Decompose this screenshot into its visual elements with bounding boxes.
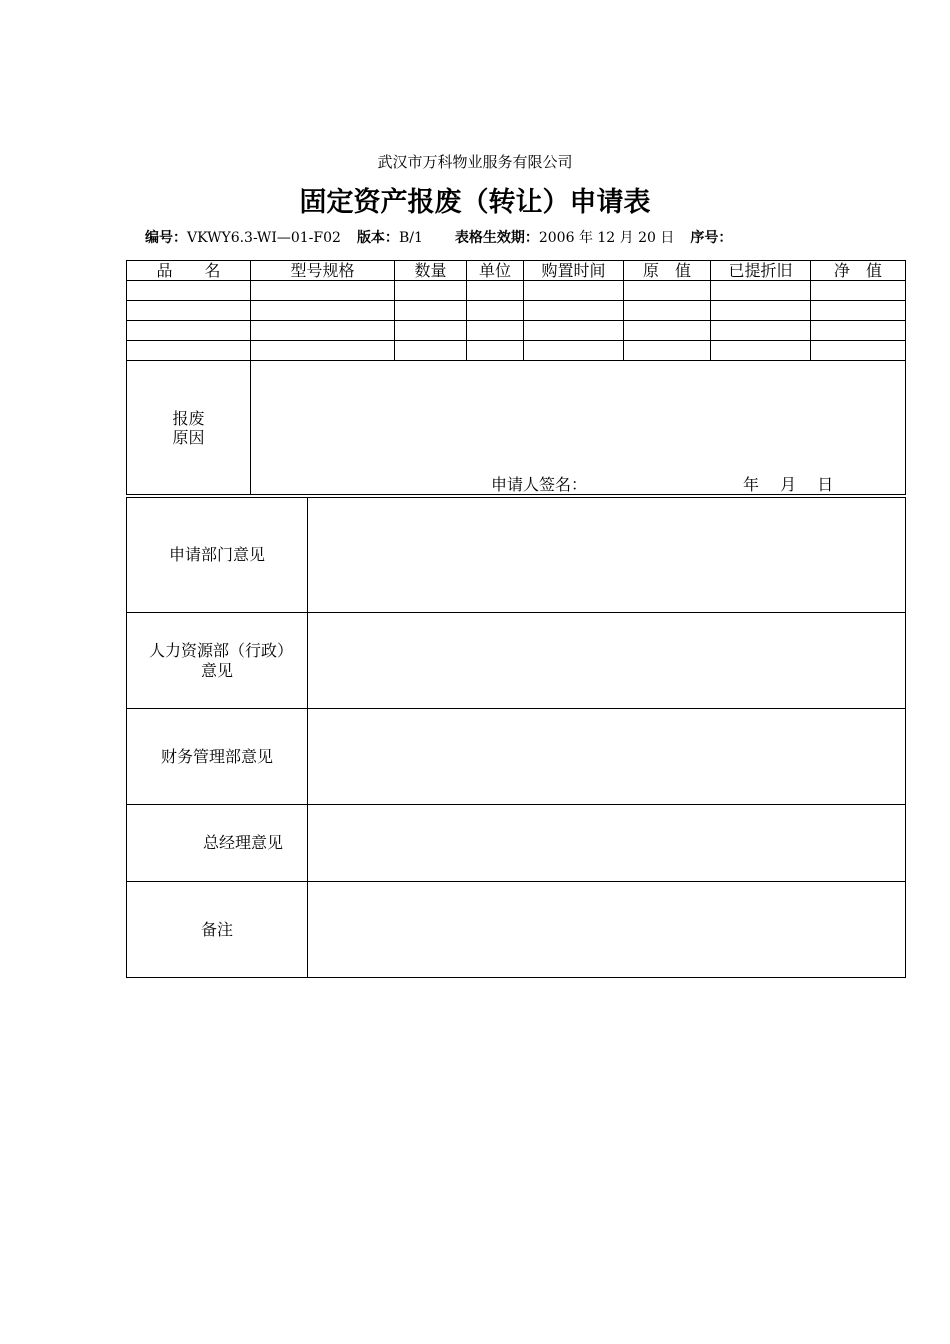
table-cell[interactable] [395,281,467,301]
table-cell[interactable] [467,341,524,361]
reason-field[interactable] [251,361,906,495]
reason-label-line2: 原因 [172,427,205,447]
column-header: 品 名 [127,261,251,281]
table-cell[interactable] [127,281,251,301]
column-header: 原 值 [624,261,711,281]
table-cell[interactable] [624,321,711,341]
opinion-label: 申请部门意见 [127,498,308,613]
opinion-field[interactable] [308,805,906,882]
opinion-label: 备注 [127,882,308,978]
table-cell[interactable] [251,321,395,341]
table-cell[interactable] [251,301,395,321]
opinion-field[interactable] [308,498,906,613]
reason-label-line1: 报废 [172,408,205,428]
column-header: 型号规格 [251,261,395,281]
form-meta [145,227,732,247]
serial-label: 序号： [690,230,733,246]
asset-items-table [126,260,906,495]
table-cell[interactable] [127,341,251,361]
column-header: 已提折旧 [711,261,811,281]
version-value: B/1 [398,230,423,246]
table-cell[interactable] [811,321,906,341]
table-cell[interactable] [711,341,811,361]
version-label: 版本： [356,230,399,246]
opinion-row [127,709,906,805]
applicant-signature-line [491,475,833,494]
opinion-row [127,882,906,978]
table-cell[interactable] [711,301,811,321]
opinion-label: 总经理意见 [127,805,308,882]
table-cell[interactable] [395,321,467,341]
opinion-row [127,498,906,613]
column-header: 单位 [467,261,524,281]
table-cell[interactable] [127,301,251,321]
reason-label [127,361,251,495]
table-row [127,301,906,321]
form-title: 固定资产报废（转让）申请表 [299,187,651,218]
table-cell[interactable] [524,341,624,361]
table-cell[interactable] [467,301,524,321]
table-cell[interactable] [127,321,251,341]
effective-date-label: 表格生效期： [454,230,539,246]
table-header-row [127,261,906,281]
applicant-sign-label: 申请人签名： [491,475,588,494]
table-cell[interactable] [251,281,395,301]
table-cell[interactable] [524,281,624,301]
table-row [127,341,906,361]
table-cell[interactable] [395,341,467,361]
table-row [127,321,906,341]
column-header: 数量 [395,261,467,281]
opinion-row [127,613,906,709]
opinion-field[interactable] [308,882,906,978]
column-header: 净 值 [811,261,906,281]
table-cell[interactable] [711,321,811,341]
table-cell[interactable] [395,301,467,321]
opinion-field[interactable] [308,613,906,709]
table-row [127,281,906,301]
code-label: 编号： [145,230,187,246]
table-cell[interactable] [467,281,524,301]
effective-date-value: 2006 年 12 月 20 日 [538,230,675,246]
opinion-label: 人力资源部（行政）意见 [127,613,308,709]
code-value: VKWY6.3-WI—01-F02 [187,230,341,246]
company-name: 武汉市万科物业服务有限公司 [377,153,573,171]
table-cell[interactable] [811,341,906,361]
table-cell[interactable] [711,281,811,301]
column-header: 购置时间 [524,261,624,281]
table-cell[interactable] [624,301,711,321]
reason-row [127,361,906,495]
opinion-label: 财务管理部意见 [127,709,308,805]
opinion-row [127,805,906,882]
table-cell[interactable] [251,341,395,361]
table-cell[interactable] [624,281,711,301]
table-cell[interactable] [524,321,624,341]
opinion-field[interactable] [308,709,906,805]
table-cell[interactable] [524,301,624,321]
opinions-table [126,497,906,978]
table-cell[interactable] [811,281,906,301]
table-cell[interactable] [624,341,711,361]
sign-date-label: 年 月 日 [743,475,834,494]
table-cell[interactable] [811,301,906,321]
table-cell[interactable] [467,321,524,341]
